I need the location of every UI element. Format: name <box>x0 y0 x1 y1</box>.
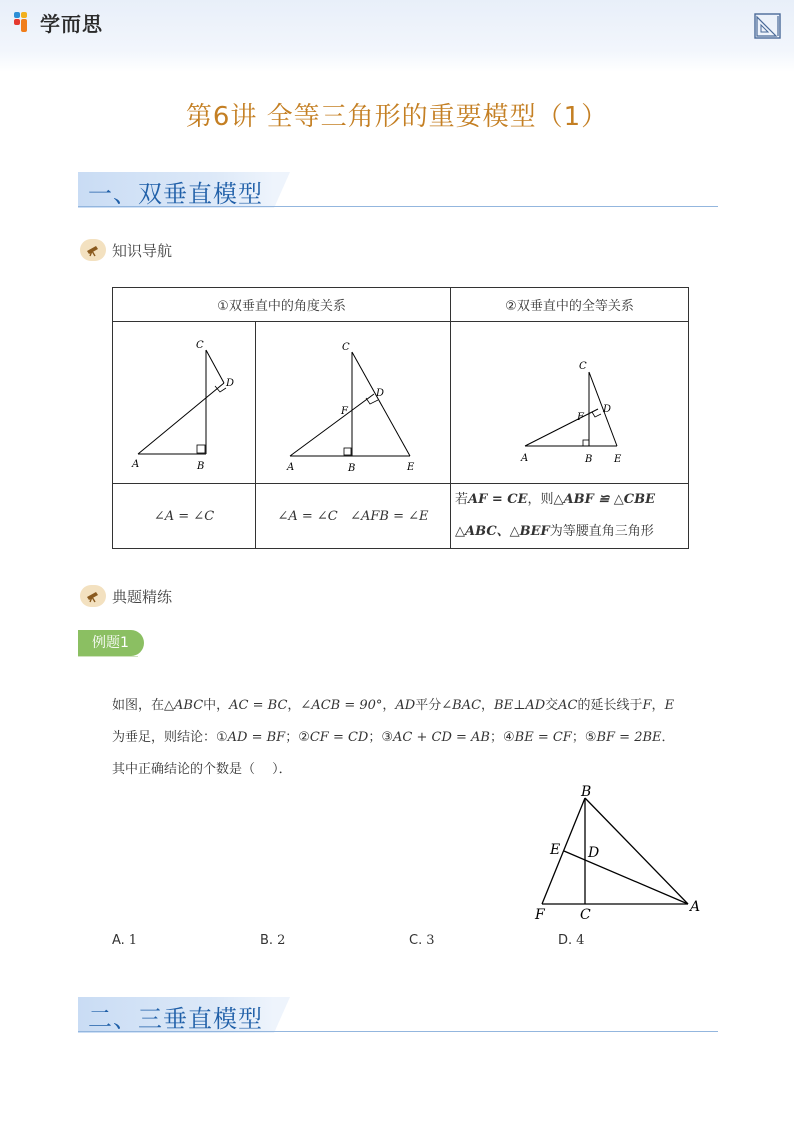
t: ；② <box>285 730 310 745</box>
problem-line-2 <box>112 722 712 754</box>
label-a: A <box>520 452 528 464</box>
label-a: A <box>132 458 140 470</box>
t: 交 <box>545 698 559 713</box>
m: BF = 2BE <box>596 730 662 745</box>
header-band <box>0 0 794 72</box>
label-c: C <box>342 341 350 353</box>
label-b: B <box>348 462 356 474</box>
m: F <box>642 698 652 713</box>
label-e: E <box>407 461 415 473</box>
formula-then: ，则 <box>527 492 554 507</box>
telescope-icon <box>80 585 106 607</box>
t: ． <box>661 730 675 745</box>
choice-value: 3 <box>426 933 435 948</box>
section-title-1: 一、双垂直模型 <box>88 180 263 208</box>
m: CF = CD <box>309 730 369 745</box>
m: AC <box>558 698 578 713</box>
label-d: D <box>376 387 385 399</box>
brand-name: 学而思 <box>40 12 103 36</box>
choice-a[interactable] <box>112 933 137 948</box>
label-d: D <box>588 845 600 861</box>
formula-condition: AF = CE <box>468 492 528 507</box>
telescope-icon <box>80 239 106 261</box>
section-header-1 <box>78 172 718 212</box>
label-d: D <box>602 403 611 415</box>
formula-triangles: △ABC、△BEF <box>455 524 550 539</box>
label-a: A <box>287 461 295 473</box>
t: ；③ <box>368 730 394 745</box>
knowledge-nav-heading <box>80 239 172 261</box>
figure-double-perpendicular-1 <box>114 328 254 478</box>
xueersi-logo-icon <box>14 10 36 36</box>
formula-result: △ABF ≌ △CBE <box>553 492 656 507</box>
problem-figure <box>520 778 720 928</box>
example-tag: 例题1 <box>78 630 144 656</box>
label-f: F <box>341 405 348 417</box>
ruler-triangle-icon <box>754 12 782 40</box>
label-d: D <box>226 377 235 389</box>
choice-letter: B. <box>260 933 274 948</box>
label-c: C <box>578 360 587 372</box>
m: AC = BC <box>229 698 288 713</box>
problem-line-1 <box>112 690 712 722</box>
m: ∠ACB = 90° <box>300 698 383 713</box>
label-b: B <box>584 453 592 465</box>
choice-letter: D. <box>558 933 573 948</box>
section-title-2: 二、三垂直模型 <box>88 1005 263 1033</box>
section-rule <box>78 1031 718 1032</box>
problem-line-3: 其中正确结论的个数是（ ）． <box>112 762 292 777</box>
t: ；⑤ <box>571 730 597 745</box>
label-c: C <box>196 339 204 351</box>
brand-logo <box>14 8 103 37</box>
t: 中， <box>203 698 230 713</box>
formula-congruence <box>451 484 689 549</box>
t: 的延长线于 <box>577 698 643 713</box>
problem-text <box>112 690 712 786</box>
page-title: 第6讲 全等三角形的重要模型（1） <box>185 102 609 132</box>
t: ；④ <box>489 730 515 745</box>
example-underline <box>78 656 138 657</box>
practice-heading <box>80 585 172 607</box>
table-header-angle: ①双垂直中的角度关系 <box>113 288 451 322</box>
label-f: F <box>576 411 584 423</box>
formula-angle-1: ∠A = ∠C <box>113 484 256 549</box>
choice-value: 2 <box>277 933 286 948</box>
formula-isosceles: 为等腰直角三角形 <box>549 524 654 539</box>
label-f: F <box>535 907 545 923</box>
m: △ABC <box>164 698 204 713</box>
figure-double-perpendicular-2 <box>258 328 448 478</box>
label-b: B <box>197 460 205 472</box>
choice-d[interactable] <box>558 933 584 948</box>
formula-prefix: 若 <box>455 492 469 507</box>
t: ， <box>287 698 301 713</box>
m: ∠BAC <box>441 698 482 713</box>
label-a: A <box>690 899 701 915</box>
knowledge-nav-label: 知识导航 <box>112 241 173 260</box>
m: AC + CD = AB <box>393 730 490 745</box>
figure-cell-2 <box>256 322 451 484</box>
m: AD = BF <box>227 730 286 745</box>
m: E <box>664 698 675 713</box>
section-header-2 <box>78 997 718 1037</box>
choice-letter: A. <box>112 933 125 948</box>
figure-cell-1 <box>113 322 256 484</box>
table-header-congruence: ②双垂直中的全等关系 <box>451 288 689 322</box>
formula-angle-2: ∠A = ∠C ∠AFB = ∠E <box>256 484 451 549</box>
label-c: C <box>580 907 591 923</box>
t: 如图，在 <box>112 698 165 713</box>
choice-c[interactable] <box>409 933 435 948</box>
section-rule <box>78 206 718 207</box>
m: BE⊥AD <box>494 698 546 713</box>
label-e: E <box>550 842 561 858</box>
figure-cell-3 <box>451 322 689 484</box>
m: BE = CF <box>514 730 572 745</box>
t: 为垂足，则结论：① <box>112 730 228 745</box>
t: 平分 <box>415 698 442 713</box>
figure-double-perpendicular-3 <box>455 328 685 478</box>
m: AD <box>395 698 416 713</box>
choice-letter: C. <box>409 933 423 948</box>
label-e: E <box>613 453 621 465</box>
choice-b[interactable] <box>260 933 285 948</box>
t: ， <box>481 698 495 713</box>
t: ， <box>382 698 396 713</box>
knowledge-table <box>112 287 689 549</box>
t: ， <box>651 698 665 713</box>
label-b: B <box>581 784 592 800</box>
choice-value: 4 <box>576 933 585 948</box>
practice-label: 典题精练 <box>112 587 173 606</box>
choice-value: 1 <box>128 933 138 948</box>
